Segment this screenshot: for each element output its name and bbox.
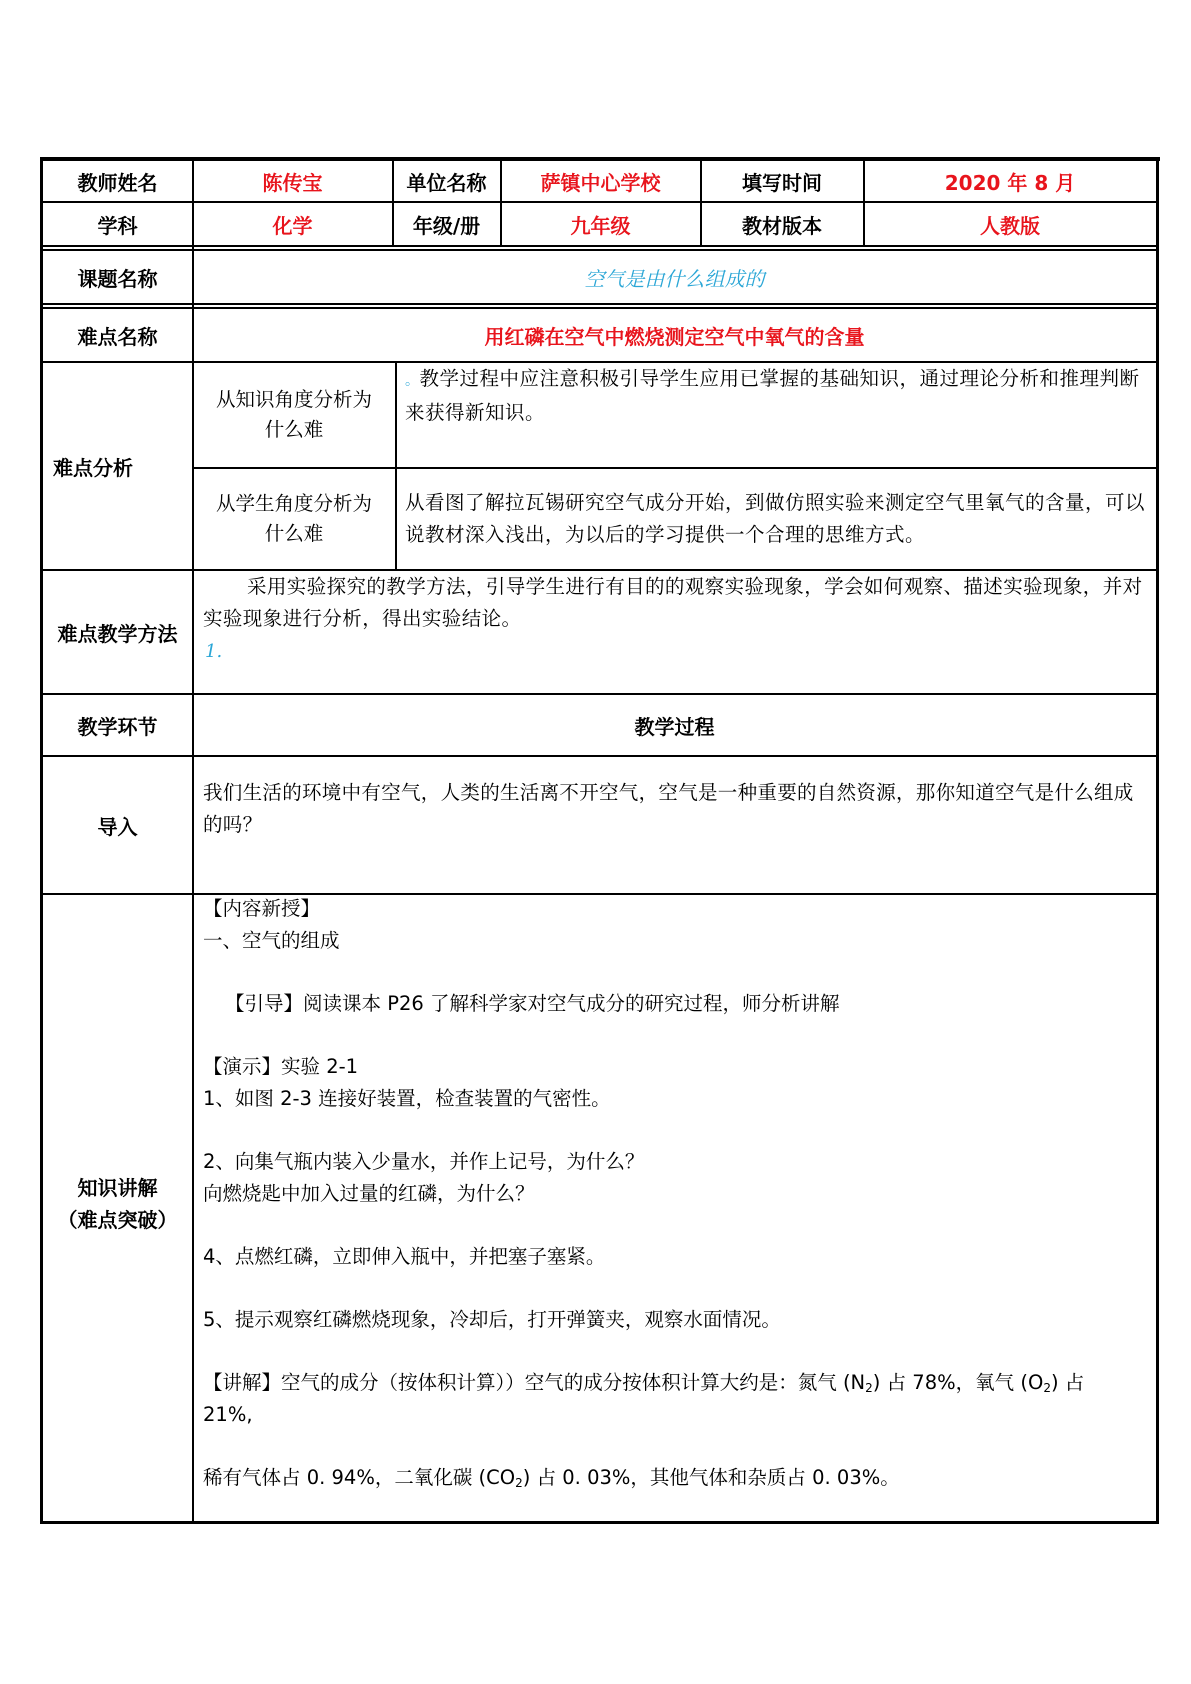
table-bottom-border (40, 1521, 1159, 1524)
knowledge-line-1: 【内容新授】 (203, 897, 321, 920)
topic-label: 课题名称 (77, 266, 158, 291)
student-angle-line-2: 什么难 (264, 522, 324, 545)
difficulty-label: 难点名称 (77, 324, 158, 349)
student-angle-label (193, 469, 395, 569)
knowledge-label (43, 1172, 192, 1236)
stage-header-label: 教学环节 (77, 714, 158, 739)
knowledge-angle-line-1: 从知识角度分析为 (215, 388, 372, 411)
grade-label: 年级/册 (412, 213, 481, 238)
knowledge-line-5: 1、如图 2-3 连接好装置，检查装置的气密性。 (203, 1087, 611, 1110)
other-gases-text-b: ) 占 0. 03%，其他气体和杂质占 0. 03%。 (522, 1466, 900, 1489)
topic-value: 空气是由什么组成的 (584, 266, 765, 291)
knowledge-text: 教学过程中应注意积极引导学生应用已掌握的基础知识，通过理论分析和推理判断来获得新知识。 (405, 367, 1140, 424)
knowledge-marker: 。 (405, 373, 420, 389)
knowledge-line-2: 一、空气的组成 (203, 929, 340, 952)
col-divider (395, 362, 397, 570)
knowledge-angle-line-2: 什么难 (264, 418, 324, 441)
subject-value: 化学 (272, 213, 313, 238)
subject-label: 学科 (97, 213, 138, 238)
knowledge-line-6: 2、向集气瓶内装入少量水，并作上记号，为什么？ (203, 1150, 645, 1173)
knowledge-line-3: 【引导】阅读课本 P26 了解科学家对空气成分的研究过程，师分析讲解 (225, 992, 840, 1015)
analysis-label: 难点分析 (53, 455, 133, 480)
knowledge-line-12 (203, 1462, 900, 1499)
method-text: 采用实验探究的教学方法，引导学生进行有目的的观察实验现象，学会如何观察、描述实验现象，并对实验现象进行分析，得出实验结论。 (203, 575, 1143, 630)
air-composition-text-c: ) 占 (1050, 1371, 1085, 1394)
air-composition-text-a: 【讲解】空气的成分（按体积计算））空气的成分按体积计算大约是：氮气 (N (203, 1371, 866, 1394)
edition-label: 教材版本 (742, 213, 822, 238)
intro-text: 我们生活的环境中有空气，人类的生活离不开空气，空气是一种重要的自然资源，那你知道空气是什么组成的吗？ (203, 781, 1134, 836)
intro-label: 导入 (97, 814, 138, 839)
process-header-label: 教学过程 (634, 714, 715, 739)
knowledge-line-8: 4、点燃红磷，立即伸入瓶中，并把塞子塞紧。 (203, 1245, 606, 1268)
method-list-marker: 1. (205, 641, 223, 662)
air-composition-text-b: ) 占 78%，氧气 (O (872, 1371, 1044, 1394)
co2-subscript: 2 (515, 1476, 523, 1490)
unit-name-label: 单位名称 (406, 170, 487, 195)
row-divider (40, 245, 1158, 247)
knowledge-line-4: 【演示】实验 2-1 (203, 1055, 359, 1078)
other-gases-text-a: 稀有气体占 0. 94%，二氧化碳 (CO (203, 1466, 516, 1489)
knowledge-line-9: 5、提示观察红磷燃烧现象，冷却后，打开弹簧夹，观察水面情况。 (203, 1308, 781, 1331)
grade-value: 九年级 (570, 213, 631, 238)
n2-subscript: 2 (865, 1381, 873, 1395)
edition-value: 人教版 (980, 213, 1040, 238)
fill-time-value: 2020 年 8 月 (944, 170, 1076, 195)
fill-time-label: 填写时间 (742, 170, 822, 195)
knowledge-line-11: 21%, (203, 1403, 253, 1426)
row-divider (40, 303, 1158, 305)
method-label: 难点教学方法 (57, 621, 178, 646)
knowledge-line-7: 向燃烧匙中加入过量的红磷，为什么？ (203, 1182, 535, 1205)
knowledge-label-line-1: 知识讲解 (77, 1176, 158, 1200)
teacher-name-label: 教师姓名 (77, 170, 158, 195)
student-angle-line-1: 从学生角度分析为 (215, 492, 372, 515)
student-angle-text: 从看图了解拉瓦锡研究空气成分开始，到做仿照实验来测定空气里氧气的含量，可以说教材深入浅出，为以后的学习提供一个合理的思维方式。 (405, 491, 1146, 546)
o2-subscript: 2 (1043, 1381, 1051, 1395)
knowledge-label-line-2: （难点突破） (57, 1208, 178, 1232)
difficulty-value: 用红磷在空气中燃烧测定空气中氧气的含量 (484, 324, 865, 349)
knowledge-line-10 (203, 1367, 1155, 1404)
knowledge-angle-text (405, 363, 1153, 429)
teacher-name-value: 陈传宝 (262, 170, 323, 195)
unit-name-value: 萨镇中心学校 (540, 170, 661, 195)
row-divider (40, 755, 1158, 757)
knowledge-angle-label (193, 363, 395, 467)
